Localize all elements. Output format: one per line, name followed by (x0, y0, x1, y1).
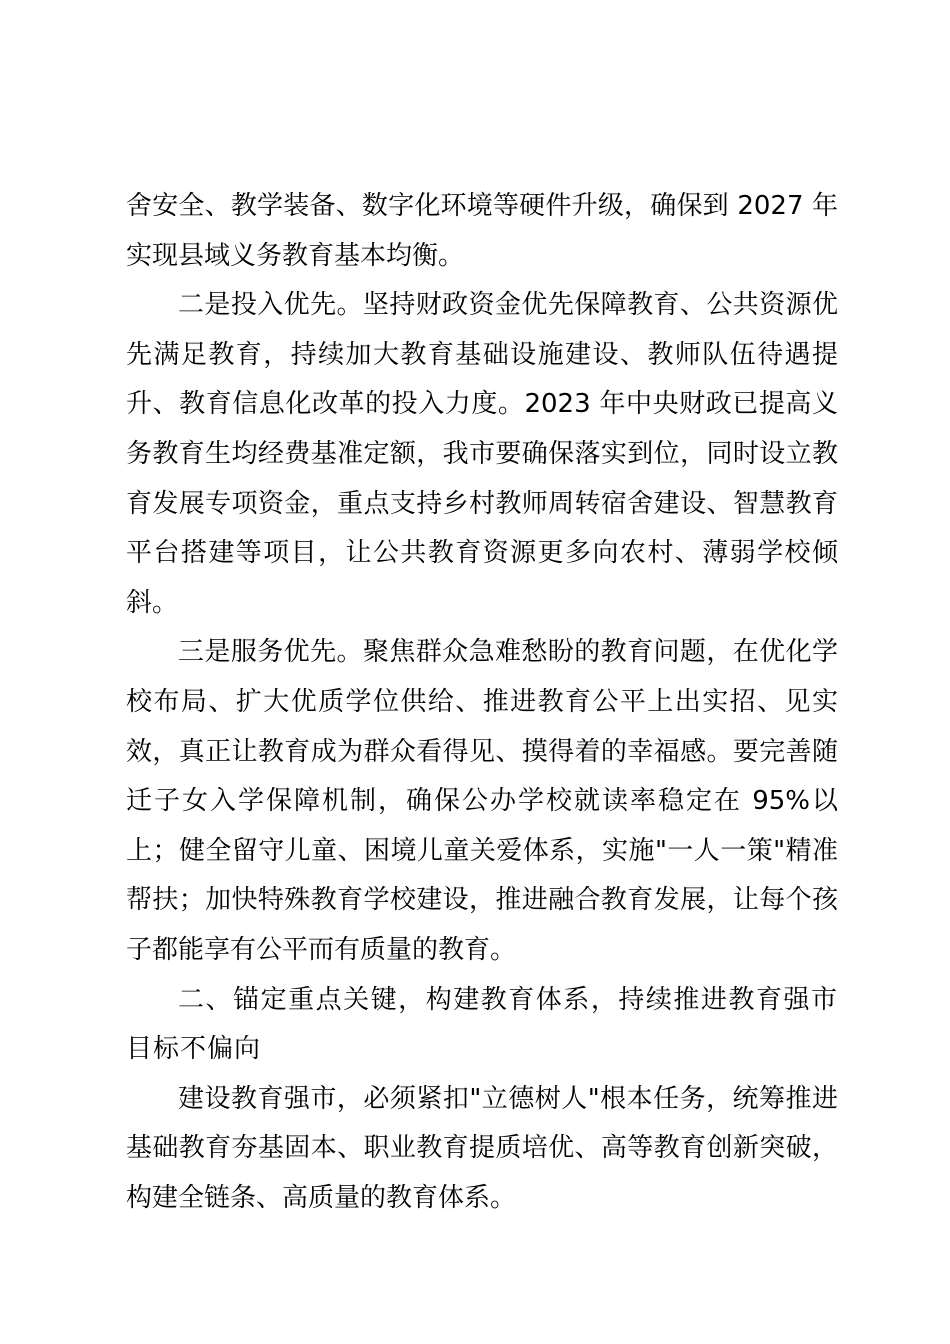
paragraph-section-intro: 建设教育强市，必须紧扣"立德树人"根本任务，统筹推进基础教育夯基固本、职业教育提质培优、高等教育创新突破，构建全链条、高质量的教育体系。 (126, 1083, 838, 1213)
document-body (126, 182, 838, 1223)
paragraph-service-priority: 三是服务优先。聚焦群众急难愁盼的教育问题，在优化学校布局、扩大优质学位供给、推进教育公平上出实招、见实效，真正让教育成为群众看得见、摸得着的幸福感。要完善随迁子女入学保障机制，确保公办学校就读率稳定在 95%以上；健全留守儿童、困境儿童关爱体系，实施"一人一策"精准帮扶；加快特殊教育学校建设，推进融合教育发展，让每个孩子都能享有公平而有质量的教育。 (126, 637, 838, 965)
paragraph-investment-priority: 二是投入优先。坚持财政资金优先保障教育、公共资源优先满足教育，持续加大教育基础设施建设、教师队伍待遇提升、教育信息化改革的投入力度。2023 年中央财政已提高义务教育生均经费基准定额，我市要确保落实到位，同时设立教育发展专项资金，重点支持乡村教师周转宿舍建设、智慧教育平台搭建等项目，让公共教育资源更多向农村、薄弱学校倾斜。 (126, 290, 838, 618)
paragraph-continuation: 舍安全、教学装备、数字化环境等硬件升级，确保到 2027 年实现县域义务教育基本均衡。 (126, 191, 838, 271)
section-heading: 二、锚定重点关键，构建教育体系，持续推进教育强市目标不偏向 (126, 984, 838, 1065)
